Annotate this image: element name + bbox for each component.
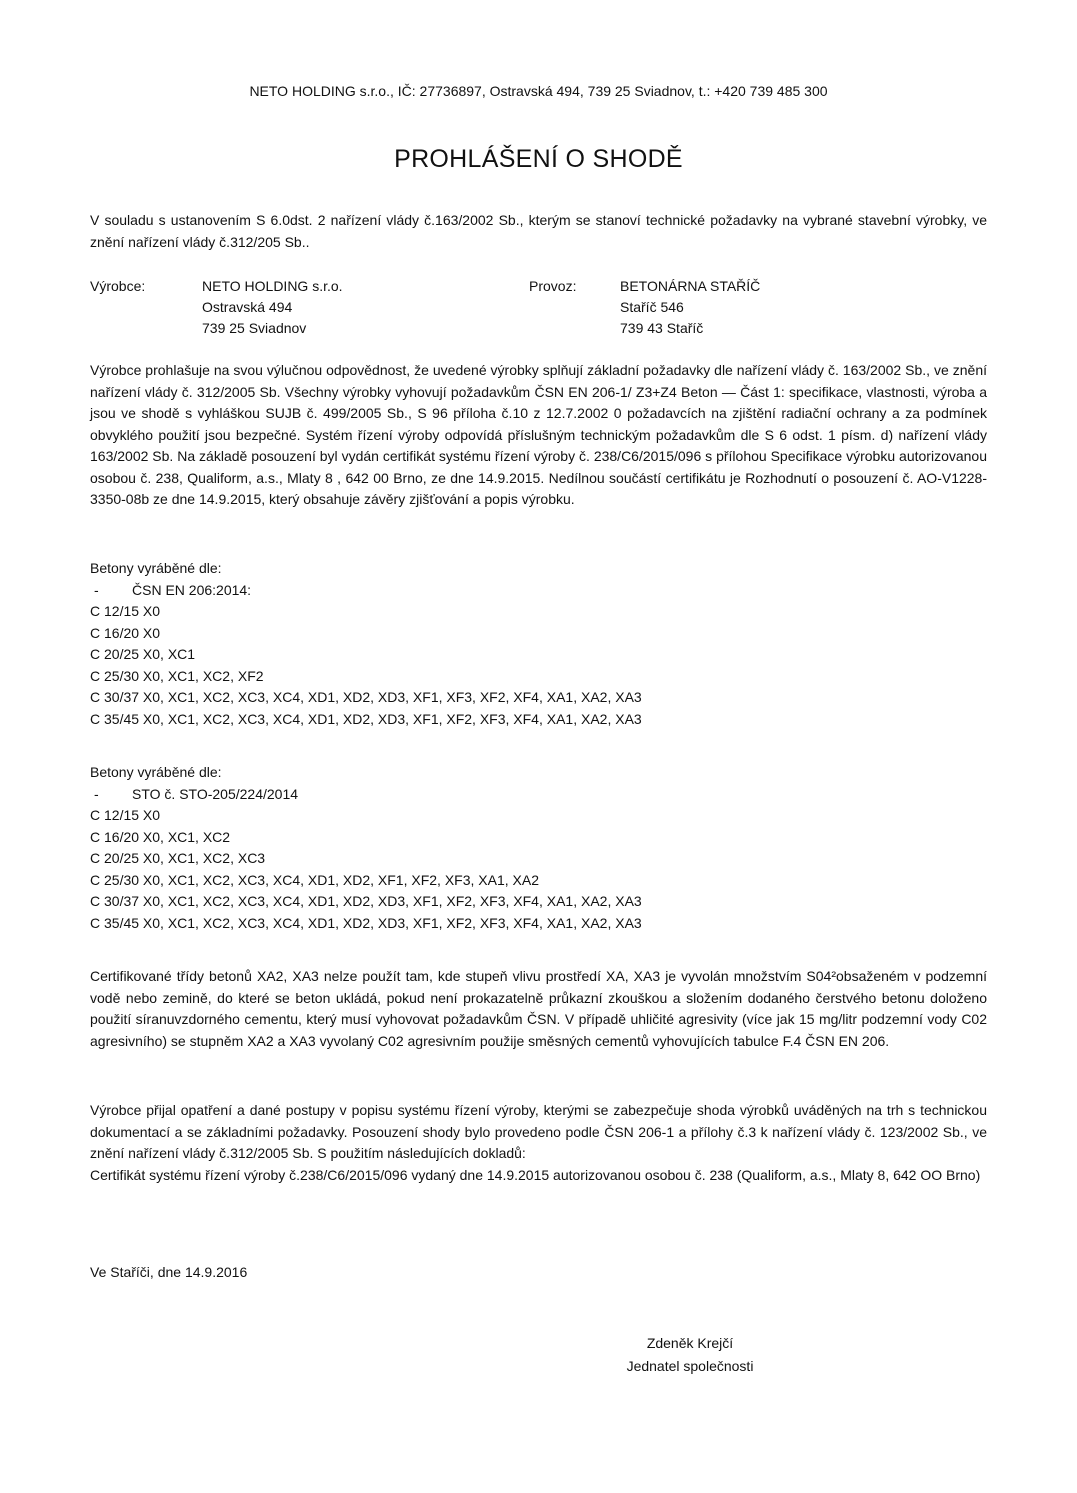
manufacturer-street: Ostravská 494 <box>202 299 293 315</box>
certified-classes-paragraph: Certifikované třídy betonů XA2, XA3 nelze použít tam, kde stupeň vlivu prostředí XA, XA3 je vyvolán množstvím S04²obsaženém v podzemní vodě nebo zemině, do které se beton ukládá, pokud není prokazatelně průkazní zkouškou a složením dodaného čerstvého betonu doloženo použití síranuvzdorného cementu, který musí vyhovovat požadavkům ČSN. V případě uhličité agresivity (více jak 15 mg/litr podzemní vody C02 agresivního) se stupněm XA2 a XA3 vyvolaný C02 agresivním použije směsných cementů vyhovujících tabulce F.4 ČSN EN 206. <box>90 968 987 1049</box>
list-item: C 25/30 X0, XC1, XC2, XC3, XC4, XD1, XD2, XF1, XF2, XF3, XA1, XA2 <box>90 871 539 888</box>
plant-city: 739 43 Staříč <box>620 320 704 336</box>
list-item: C 30/37 X0, XC1, XC2, XC3, XC4, XD1, XD2, XD3, XF1, XF3, XF2, XF4, XA1, XA2, XA3 <box>90 689 642 705</box>
list-heading: Betony vyráběné dle: <box>90 560 222 576</box>
concrete-list-csn <box>90 558 987 730</box>
list-item: C 20/25 X0, XC1 <box>90 646 196 662</box>
list-item: C 16/20 X0 <box>90 624 161 641</box>
list-standard: - STO č. STO-205/224/2014 <box>94 785 299 802</box>
signatory-role: Jednatel společnosti <box>626 1358 754 1374</box>
procedure-section <box>90 1100 987 1186</box>
manufacturer-label: Výrobce: <box>90 278 146 294</box>
list-item: C 12/15 X0 <box>90 807 161 823</box>
place-and-date: Ve Staříči, dne 14.9.2016 <box>90 1264 248 1280</box>
list-item: C 16/20 X0, XC1, XC2 <box>90 828 231 845</box>
company-header: NETO HOLDING s.r.o., IČ: 27736897, Ostravská 494, 739 25 Sviadnov, t.: +420 739 485 300 <box>249 83 828 99</box>
list-heading: Betony vyráběné dle: <box>90 764 222 780</box>
intro-paragraph: V souladu s ustanovením S 6.0dst. 2 nařízení vlády č.163/2002 Sb., kterým se stanoví technické požadavky na vybrané stavební výrobky, ve znění nařízení vlády č.312/205 Sb.. <box>90 212 987 250</box>
plant-name: BETONÁRNA STAŘÍČ <box>620 278 761 294</box>
plant-street: Staříč 546 <box>620 299 684 315</box>
certificate-paragraph: Certifikát systému řízení výroby č.238/C6/2015/096 vydaný dne 14.9.2015 autorizovanou osobou č. 238 (Qualiform, a.s., Mlaty 8, 642 OO Brno) <box>90 1166 981 1183</box>
list-item: C 30/37 X0, XC1, XC2, XC3, XC4, XD1, XD2, XD3, XF1, XF2, XF3, XF4, XA1, XA2, XA3 <box>90 893 642 909</box>
document-title: PROHLÁŠENÍ O SHODĚ <box>394 145 683 173</box>
address-block <box>90 276 987 340</box>
signature-block <box>560 1332 820 1378</box>
signatory-name: Zdeněk Krejčí <box>646 1335 734 1351</box>
list-item: C 35/45 X0, XC1, XC2, XC3, XC4, XD1, XD2, XD3, XF1, XF2, XF3, XF4, XA1, XA2, XA3 <box>90 914 642 931</box>
manufacturer-name: NETO HOLDING s.r.o. <box>202 278 343 294</box>
list-item: C 12/15 X0 <box>90 603 161 619</box>
manufacturer-address <box>202 276 343 339</box>
list-item: C 25/30 X0, XC1, XC2, XF2 <box>90 667 264 684</box>
concrete-list-sto <box>90 762 987 934</box>
list-item: C 35/45 X0, XC1, XC2, XC3, XC4, XD1, XD2, XD3, XF1, XF2, XF3, XF4, XA1, XA2, XA3 <box>90 710 642 727</box>
procedure-paragraph: Výrobce přijal opatření a dané postupy v popisu systému řízení výroby, kterými se zabezpečuje shoda výrobků uváděných na trh s technickou dokumentací a se základními požadavky. Posouzení shody bylo provedeno podle ČSN 206-1 a přílohy č.3 k nařízení vlády č. 123/2002 Sb., ve znění nařízení vlády č.312/2005 Sb. S použitím následujících dokladů: <box>90 1102 987 1161</box>
plant-address <box>620 276 760 339</box>
list-standard: - ČSN EN 206:2014: <box>94 581 252 598</box>
list-item: C 20/25 X0, XC1, XC2, XC3 <box>90 850 266 866</box>
declaration-paragraph: Výrobce prohlašuje na svou výlučnou odpovědnost, že uvedené výrobky splňují základní požadavky dle nařízení vlády č. 163/2002 Sb., ve znění nařízení vlády č. 312/2005 Sb. Všechny výrobky vyhovují požadavkům ČSN EN 206-1/ Z3+Z4 Beton — Část 1: specifikace, vlastnosti, výroba a jsou ve shodě s vyhláškou SUJB č. 499/2005 Sb., S 96 příloha č.10 z 12.7.2002 0 požadavcích na zjištění radiační ochrany a za podmínek obvyklého použití jsou bezpečné. Systém řízení výroby odpovídá příslušným technickým požadavkům dle S 6 odst. 1 písm. d) nařízení vlády 163/2002 Sb. Na základě posouzení byl vydán certifikát systému řízení výroby č. 238/C6/2015/096 s přílohou Specifikace výrobku autorizovanou osobou č. 238, Qualiform, a.s., Mlaty 8 , 642 00 Brno, ze dne 14.9.2015. Nedílnou součástí certifikátu je Rozhodnutí o posouzení č. AO-V1228-3350-08b ze dne 14.9.2015, který obsahuje závěry zjišťování a popis výrobku. <box>90 362 987 507</box>
plant-label: Provoz: <box>529 278 577 294</box>
manufacturer-city: 739 25 Sviadnov <box>202 320 307 336</box>
